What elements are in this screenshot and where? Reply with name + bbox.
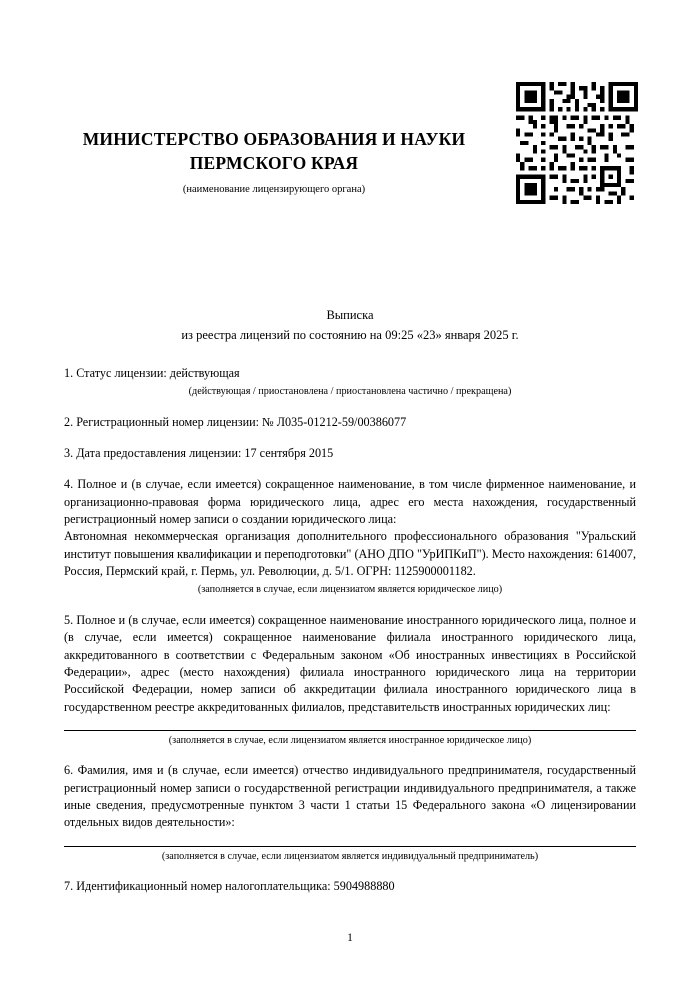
document-title-line1: Выписка (326, 308, 374, 322)
item-registration-number (64, 414, 636, 431)
item-legal-entity-value: Автономная некоммерческая организация дополнительного профессионального образования "Уральский институт повышения квалификации и переподготовки" (АНО ДПО "УрИПКиП"). Место нахождения: 614007, Россия, Пермский край, г. Пермь, ул. Революции, д. 5/1. ОГРН: 1125900001182. (64, 529, 636, 579)
item-individual-entrepreneur-fill-line (64, 846, 636, 847)
item-status (64, 365, 636, 400)
document-title (0, 305, 700, 345)
item-legal-entity-text: 4. Полное и (в случае, если имеется) сокращенное наименование, в том числе фирменное наименование, и организационно-правовая форма юридического лица, адрес его места нахождения, государственный регистрационный номер записи о создании юридического лица: (64, 477, 636, 527)
item-registration-number-text: 2. Регистрационный номер лицензии: № Л035-01212-59/00386077 (64, 414, 407, 429)
issuing-authority-caption: (наименование лицензирующего органа) (182, 184, 366, 196)
document-body (64, 365, 636, 902)
page-number: 1 (347, 932, 353, 944)
item-inn-text: 7. Идентификационный номер налогоплательщика: 5904988880 (64, 879, 395, 894)
document-title-line2: из реестра лицензий по состоянию на 09:25 «23» января 2025 г. (181, 328, 519, 342)
qr-code (516, 82, 638, 204)
item-grant-date-text: 3. Дата предоставления лицензии: 17 сентября 2015 (64, 446, 334, 461)
item-legal-entity (64, 476, 636, 597)
item-grant-date (64, 445, 636, 462)
item-individual-entrepreneur (64, 762, 636, 864)
item-status-note: (действующая / приостановлена / приостановлена частично / прекращена) (188, 386, 512, 398)
item-individual-entrepreneur-text: 6. Фамилия, имя и (в случае, если имеется) отчество индивидуального предпринимателя, государственный регистрационный номер записи о государственной регистрации индивидуального предпринимателя, а также иные сведения, предусмотренные пунктом 3 части 1 статьи 15 Федерального закона «О лицензировании отдельных видов деятельности»: (64, 763, 636, 830)
issuing-authority-title: МИНИСТЕРСТВО ОБРАЗОВАНИЯ И НАУКИ ПЕРМСКОГО КРАЯ (82, 129, 466, 173)
item-foreign-entity-text: 5. Полное и (в случае, если имеется) сокращенное наименование иностранного юридического лица, полное и (в случае, если имеется) сокращенное наименование филиала иностранного юридического лица, аккредитованного в соответствии с Федеральным законом «Об иностранных инвестициях в Российской Федерации», адрес (место нахождения) филиала иностранного юридического лица на территории Российской Федерации, номер записи об аккредитации филиала иностранного юридического лица в государственном реестре аккредитованных филиалов, представительств иностранных юридических лиц: (64, 612, 636, 714)
item-inn (64, 878, 636, 895)
item-foreign-entity-note: (заполняется в случае, если лицензиатом является иностранное юридическое лицо) (168, 734, 532, 746)
document-header (64, 128, 484, 195)
item-foreign-entity (64, 612, 636, 748)
item-foreign-entity-fill-line (64, 730, 636, 731)
item-legal-entity-note: (заполняется в случае, если лицензиатом является юридическое лицо) (197, 584, 503, 596)
item-status-text: 1. Статус лицензии: действующая (64, 366, 240, 380)
item-individual-entrepreneur-note: (заполняется в случае, если лицензиатом является индивидуальный предприниматель) (161, 850, 539, 862)
